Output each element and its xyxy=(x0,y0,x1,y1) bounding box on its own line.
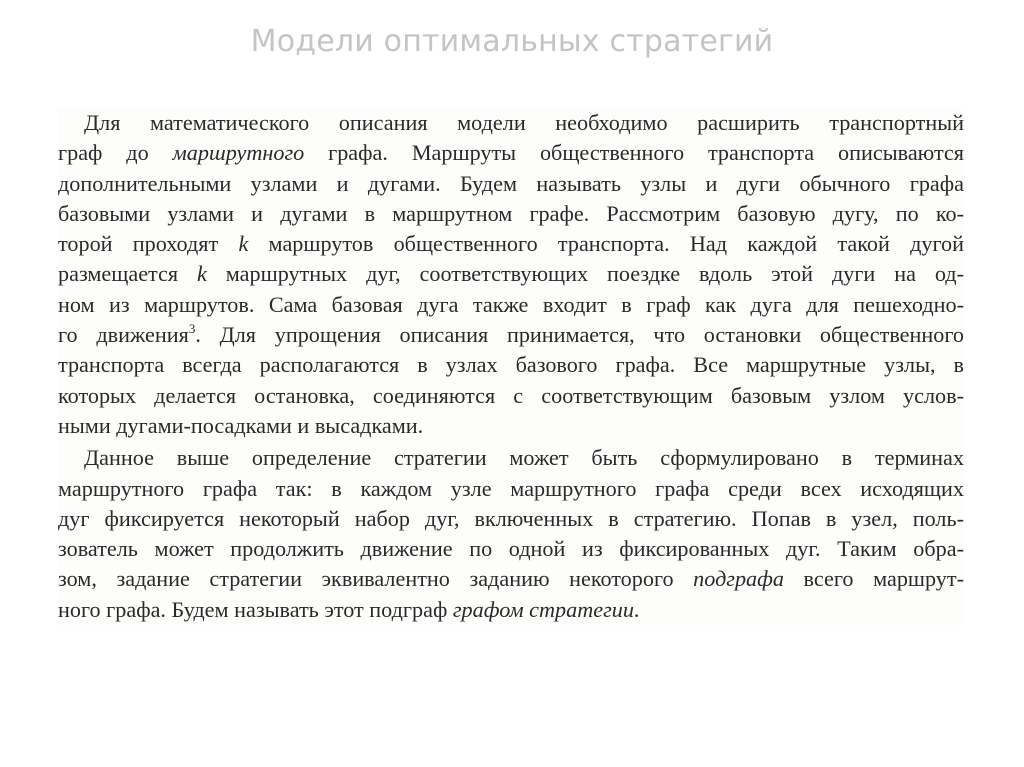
text-line xyxy=(58,199,964,229)
italic-term-subgraph: подграфа xyxy=(693,566,784,592)
text-run: которых делается остановка, соединяются с соответствующим базовым узлом услов- xyxy=(58,382,964,408)
text-run: граф до xyxy=(58,140,173,166)
text-run: торой проходят xyxy=(58,231,239,257)
text-run: ном из маршрутов. Сама базовая дуга также входит в граф как дуга для пешеходно- xyxy=(58,291,964,317)
text-line xyxy=(58,169,964,199)
text-run: Для математического описания модели необходимо расширить транспортный xyxy=(84,110,964,135)
text-run: ного графа. Будем называть этот подграф xyxy=(58,596,453,622)
text-line xyxy=(58,474,964,504)
text-line xyxy=(58,290,964,320)
text-line xyxy=(58,411,964,441)
text-line xyxy=(58,564,964,594)
math-variable-k: k xyxy=(238,231,249,257)
text-run: Данное выше определение стратегии может быть сформулировано в терминах xyxy=(84,445,964,471)
text-run: базовыми узлами и дугами в маршрутном графе. Рассмотрим базовую дугу, по ко- xyxy=(58,200,964,226)
text-run: . xyxy=(633,596,640,622)
text-line xyxy=(58,443,964,473)
text-line xyxy=(58,350,964,380)
text-run: зователь может продолжить движение по одной из фиксированных дуг. Таким обра- xyxy=(58,536,964,562)
math-variable-k: k xyxy=(197,261,207,287)
italic-term-strategy-graph: графом стратегии xyxy=(452,596,634,622)
text-run: маршрутных дуг, соответствующих поездке вдоль этой дуги на од- xyxy=(206,261,964,287)
text-line xyxy=(58,320,964,350)
text-run: . Для упрощения описания принимается, что остановки общественного xyxy=(195,322,965,348)
slide-title: Модели оптимальных стратегий xyxy=(250,24,774,59)
text-run: ными дугами-посадками и высадками. xyxy=(58,412,424,438)
text-line xyxy=(58,381,964,411)
text-run: всего маршрут- xyxy=(783,566,964,592)
text-run: дуг фиксируется некоторый набор дуг, включенных в стратегию. Попав в узел, поль- xyxy=(58,505,964,531)
text-line xyxy=(58,534,964,564)
scanned-document-text xyxy=(58,108,964,625)
text-run: размещается xyxy=(58,261,197,287)
footnote-marker: 3 xyxy=(188,321,196,337)
text-line xyxy=(58,229,964,259)
text-line xyxy=(58,504,964,534)
italic-term-route-graph: маршрутного xyxy=(172,140,305,166)
text-run: транспорта всегда располагаются в узлах базового графа. Все маршрутные узлы, в xyxy=(58,352,964,378)
text-run: маршрутного графа так: в каждом узле маршрутного графа среди всех исходящих xyxy=(58,475,964,501)
text-line xyxy=(58,595,964,625)
text-run: зом, задание стратегии эквивалентно заданию некоторого xyxy=(58,566,694,592)
text-line xyxy=(58,108,964,138)
text-run: маршрутов общественного транспорта. Над каждой такой дугой xyxy=(248,231,964,257)
text-line xyxy=(58,259,964,289)
paragraph-1 xyxy=(58,108,964,441)
text-run: го движения xyxy=(58,322,189,348)
text-line xyxy=(58,138,964,168)
paragraph-2 xyxy=(58,443,964,625)
text-run: графа. Маршруты общественного транспорта описываются xyxy=(304,140,964,166)
text-run: дополнительными узлами и дугами. Будем называть узлы и дуги обычного графа xyxy=(58,170,964,196)
